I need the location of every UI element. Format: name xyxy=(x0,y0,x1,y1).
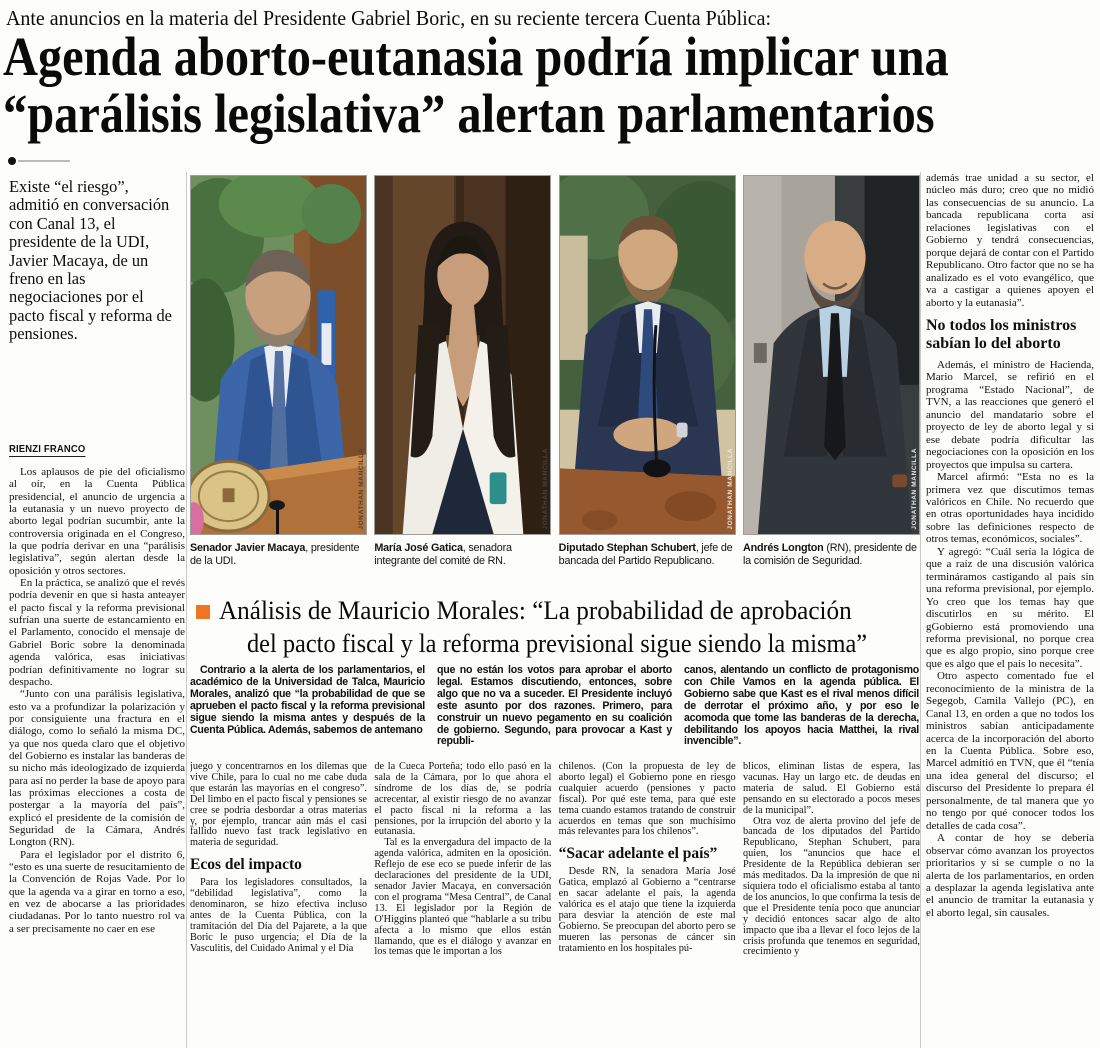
paragraph: Contrario a la alerta de los parlamentarios, el académico de la Universidad de Talca, Mauricio Morales, analizó que “la probabilidad de que se aprueben el pacto fiscal y la reforma previsional sigue siendo la misma antes y después de la Cuenta Pública. Además, sabemos de antemano xyxy=(190,664,425,736)
section-subhead: “Sacar adelante el país” xyxy=(558,845,718,863)
headline xyxy=(3,28,1078,142)
caption-name: Diputado Stephan Schubert xyxy=(558,542,696,554)
caption-rest: , presidente de la UDI. xyxy=(190,542,360,567)
paragraph: Para los legisladores consultados, la “debilidad legislativa”, como la denominaron, se hizo efectiva incluso antes de la Cuenta Pública, con la tramitación del Día del Pajarete, a la que Boric le puso urgencia; el Día de la Vasculitis, del Cuidado Animal y el Día xyxy=(190,877,367,954)
lead-paragraph: Existe “el riesgo”, admitió en conversación con Canal 13, el presidente de la UDI, Javier Macaya, de un freno en las negociaciones por el pacto fiscal y reforma de pensiones. xyxy=(9,177,172,344)
caption-name: Senador Javier Macaya xyxy=(190,542,306,554)
paragraph: juego y concentrarnos en los dilemas que vive Chile, para lo cual no me cabe duda que estarán las mayorías en el congreso”. Del limbo en el pacto fiscal y pensiones se cree se podría desbordar a otras materias y, por ejemplo, trancar aún más el casi fallido nuevo fast track legislativo en materia de seguridad. xyxy=(190,762,367,849)
portrait-illustration xyxy=(560,176,735,534)
caption-rest: (RN), presidente de la comisión de Seguridad. xyxy=(742,542,917,567)
paragraph: A contar de hoy se debería observar cómo avanzan los proyectos prioritarios y si se cumple o no la alerta de los parlamentarios, en orden a desplazar la agenda legislativa ante el anuncio de tramitar la eutanasia y el aborto legal, sin causales. xyxy=(926,832,1094,919)
paragraph: Desde RN, la senadora María José Gatica, emplazó al Gobierno a “centrarse en sacar adelante el país, la agenda valórica es el atajo que tiene la izquierda para desviar la atención de este mal Gobierno. Se preocupan del aborto pero se mueren las personas de cáncer sin tratamiento en los hospitales pú- xyxy=(558,866,736,954)
body-column-4 xyxy=(743,762,920,1048)
paragraph: que no están los votos para aprobar el aborto legal. Estamos discutiendo, entonces, sobre algo que no va a suceder. El Presidente incluyó este asunto por dos razones. Primero, para construir un nuevo pegamento en su coalición de gobierno. Segundo, para provocar a Kast y republi- xyxy=(437,664,672,748)
left-body-column xyxy=(9,466,185,1044)
body-column-3 xyxy=(559,762,736,1048)
paragraph: además trae unidad a su sector, el núcleo más duro; creo que no midió las consecuencias de su anuncio. La bancada republicana corta así relaciones legislativas con el Gobierno y tendrá consecuencias, porque dejará de contar con el Partido Republicano. Otro factor que no se ha analizado es el voto evangélico, que va a castigar a quienes apoyen el aborto y la eutanasia”. xyxy=(926,172,1094,309)
analysis-headline-line2: del pacto fiscal y la reforma previsional sigue siendo la misma” xyxy=(246,628,868,658)
photo-javier-macaya xyxy=(190,175,367,535)
body-columns xyxy=(190,762,920,1048)
photo-caption xyxy=(374,542,551,567)
analysis-columns xyxy=(190,665,920,748)
analysis-column-2 xyxy=(437,665,672,748)
portrait-illustration xyxy=(744,176,919,534)
section-subhead: No todos los ministros sabían lo del aborto xyxy=(926,316,1077,352)
paragraph: Además, el ministro de Hacienda, Mario Marcel, se refirió en el programa “Estado Nacional”, de TVN, a las reacciones que generó el anuncio del mandatario sobre el proyecto de ley de aborto legal y si ese debate podría dificultar las negociaciones con la oposición en los proyectos que impulsa su cartera. xyxy=(926,358,1094,471)
photo-stephan-schubert xyxy=(559,175,736,535)
photo-andres-longton xyxy=(743,175,920,535)
body-column-2 xyxy=(374,762,551,1048)
article-start-marker xyxy=(8,157,70,165)
byline: RIENZI FRANCO xyxy=(9,443,86,455)
photo-strip xyxy=(190,175,920,535)
photo-credit: JONATHAN MANCILLA xyxy=(542,448,550,530)
paragraph: En la práctica, se analizó que el revés podría devenir en que si hasta anteayer el pacto fiscal y la reforma previsional sufrían una suerte de estancamiento en el Parlamento, conocido el mensaje de Gabriel Boric sobre la denominada agenda valórica, esas iniciativas podrían definitivamente no lograr su despacho. xyxy=(9,577,185,688)
divider-line xyxy=(18,160,70,162)
photo-credit: JONATHAN MANCILLA xyxy=(726,448,734,530)
paragraph: canos, alentando un conflicto de protagonismo con Chile Vamos en la agenda pública. El Gobierno sabe que Kast es el rival menos difícil de derrotar el próximo año, y por eso le acomoda que tome las banderas de la derecha, debilitando los apoyos hacia Matthei, la rival invencible”. xyxy=(684,664,919,748)
column-rule xyxy=(186,172,187,1048)
portrait-illustration xyxy=(191,176,366,534)
photo-caption xyxy=(559,542,736,567)
photo-caption xyxy=(190,542,367,567)
paragraph: chilenos. (Con la propuesta de ley de aborto legal) el Gobierno pone en riesgo cualquier acuerdo (pensiones y pacto fiscal). Por qué este tema, para qué este tema cuando estamos tratando de construir acuerdos en temas que son muchísimo más relevantes para los chilenos”. xyxy=(558,762,736,838)
photo-credit: JONATHAN MANCILLA xyxy=(358,448,365,530)
paragraph: Otra voz de alerta provino del jefe de bancada de los diputados del Partido Republicano, Stephan Schubert, para quien, los “anuncios que hace el Presidente de la República debieran ser más meditados. Da la impresión de que ni siquiera todo el oficialismo estaba al tanto de los anuncios, lo que confirma la tesis de que el Presidente tenía poco que anunciar y decidió entonces sacar algo de alto impacto que iba a llevar el foco lejos de la crisis profunda que tenemos en seguridad, crecimiento y xyxy=(742,815,920,958)
right-column xyxy=(926,172,1094,1048)
headline-line1: Agenda aborto-eutanasia podría implicar una xyxy=(3,26,949,87)
paragraph: de la Cueca Porteña; todo ello pasó en la sala de la Cámara, por lo que ahora el síndrome de los días de, se podría acrecentar, al existir riesgo de no avanzar el pacto fiscal ni la reforma a las pensiones, por la irrupción del aborto y la eutanasia. xyxy=(374,762,552,838)
photo-credit: JONATHAN MANCILLA xyxy=(910,448,918,530)
kicker: Ante anuncios en la materia del Presidente Gabriel Boric, en su reciente tercera Cuenta Pública: xyxy=(6,6,772,30)
body-column-1 xyxy=(190,762,367,1048)
paragraph: Los aplausos de pie del oficialismo al oír, en la Cuenta Pública presidencial, el anuncio de urgencia a la eutanasia y un nuevo proyecto de aborto legal podrían sucumbir, ante la controversia originada en el Congreso, la que podría derivar en una “parálisis legislativa”, según alertan desde la oposición y otros sectores. xyxy=(9,466,185,577)
column-rule xyxy=(920,172,921,1048)
paragraph: Marcel afirmó: “Esta no es la primera vez que discutimos temas valóricos en Chile. No recuerdo que en otras oportunidades haya incidido sobre las definiciones respecto de otros temas, económicos, sociales”. xyxy=(926,471,1094,546)
bullet-dot-icon xyxy=(8,157,16,165)
analysis-column-1 xyxy=(190,665,425,748)
paragraph: Para el legislador por el distrito 6, “esto es una suerte de resucitamiento de la Convención de Rojas Vade. Por lo que la agenda va a girar en torno a eso, en vez de abocarse a las prioridades ciudadanas. Por lo tanto nuestro rol va a ser precisamente no caer en ese xyxy=(9,848,185,935)
section-subhead: Ecos del impacto xyxy=(190,856,302,874)
analysis-headline-line1: Análisis de Mauricio Morales: “La probabilidad de aprobación xyxy=(219,595,852,625)
caption-rest: , senadora integrante del comité de RN. xyxy=(374,542,512,567)
paragraph: Otro aspecto comentado fue el reconocimiento de la ministra de la Segegob, Camila Vallejo (PC), en Canal 13, en orden a que no todos los ministros sabían anticipadamente acerca de la incorporación del aborto en la Cuenta Pública. Sobre eso, Marcel admitió en TVN, que él “tenía una idea general del discurso; el discurso del Presidente lo prepara él personalmente, de tal manera que yo no tengo por qué conocer todos los detalles de cada cosa”. xyxy=(926,670,1094,832)
caption-name: María José Gatica xyxy=(374,542,463,554)
paragraph: Tal es la envergadura del impacto de la agenda valórica, admiten en la oposición. Reflejo de ese eco se puede inferir de las declaraciones del presidente de la UDI, senador Javier Macaya, en conversación con el programa “Mesa Central”, de Canal 13. El legislador por la Región de O'Higgins planteó que “hablarle a su tribu afecta a lo mismo que ellos están llamando, que es el diálogo y avanzar en los temas que le importan a los xyxy=(374,837,552,958)
photo-caption xyxy=(743,542,920,567)
paragraph: “Junto con una parálisis legislativa, esto va a profundizar la polarización y por consiguiente una fractura en el diálogo, como lo señaló la misma DC, ya que nos queda claro que el objetivo del Gobierno es instalar las banderas de su nicho más ideologizado de izquierda para así no perder la base de apoyo para las próximas elecciones a costa de postergar a la mayoría del país”, explicó el presidente de la comisión de Seguridad de la Cámara, Andrés Longton (RN). xyxy=(9,688,185,849)
caption-row xyxy=(190,542,920,567)
caption-rest: , jefe de bancada del Partido Republicano. xyxy=(558,542,733,567)
analysis-headline xyxy=(196,594,918,660)
portrait-illustration xyxy=(375,176,550,534)
paragraph: Y agregó: “Cuál sería la lógica de que a raíz de una discusión valórica termináramos castigando al país sin una reforma previsional, por ejemplo. Yo creo que los temas hay que discutirlos en su mérito. El gGobierno está promoviendo una reforma previsional, no porque crea que es algo propio, sino porque cree que es algo que el país lo necesita”. xyxy=(926,545,1094,670)
analysis-column-3 xyxy=(684,665,919,748)
photo-maria-jose-gatica xyxy=(374,175,551,535)
headline-line2: “parálisis legislativa” alertan parlamentarios xyxy=(3,83,935,144)
caption-name: Andrés Longton xyxy=(742,542,824,554)
orange-square-icon xyxy=(196,605,210,619)
paragraph: blicos, eliminan listas de espera, las vacunas. Hay un largo etc. de deudas en materia de salud. El Gobierno está pensando en su electorado a pocos meses de la municipal”. xyxy=(742,762,920,816)
